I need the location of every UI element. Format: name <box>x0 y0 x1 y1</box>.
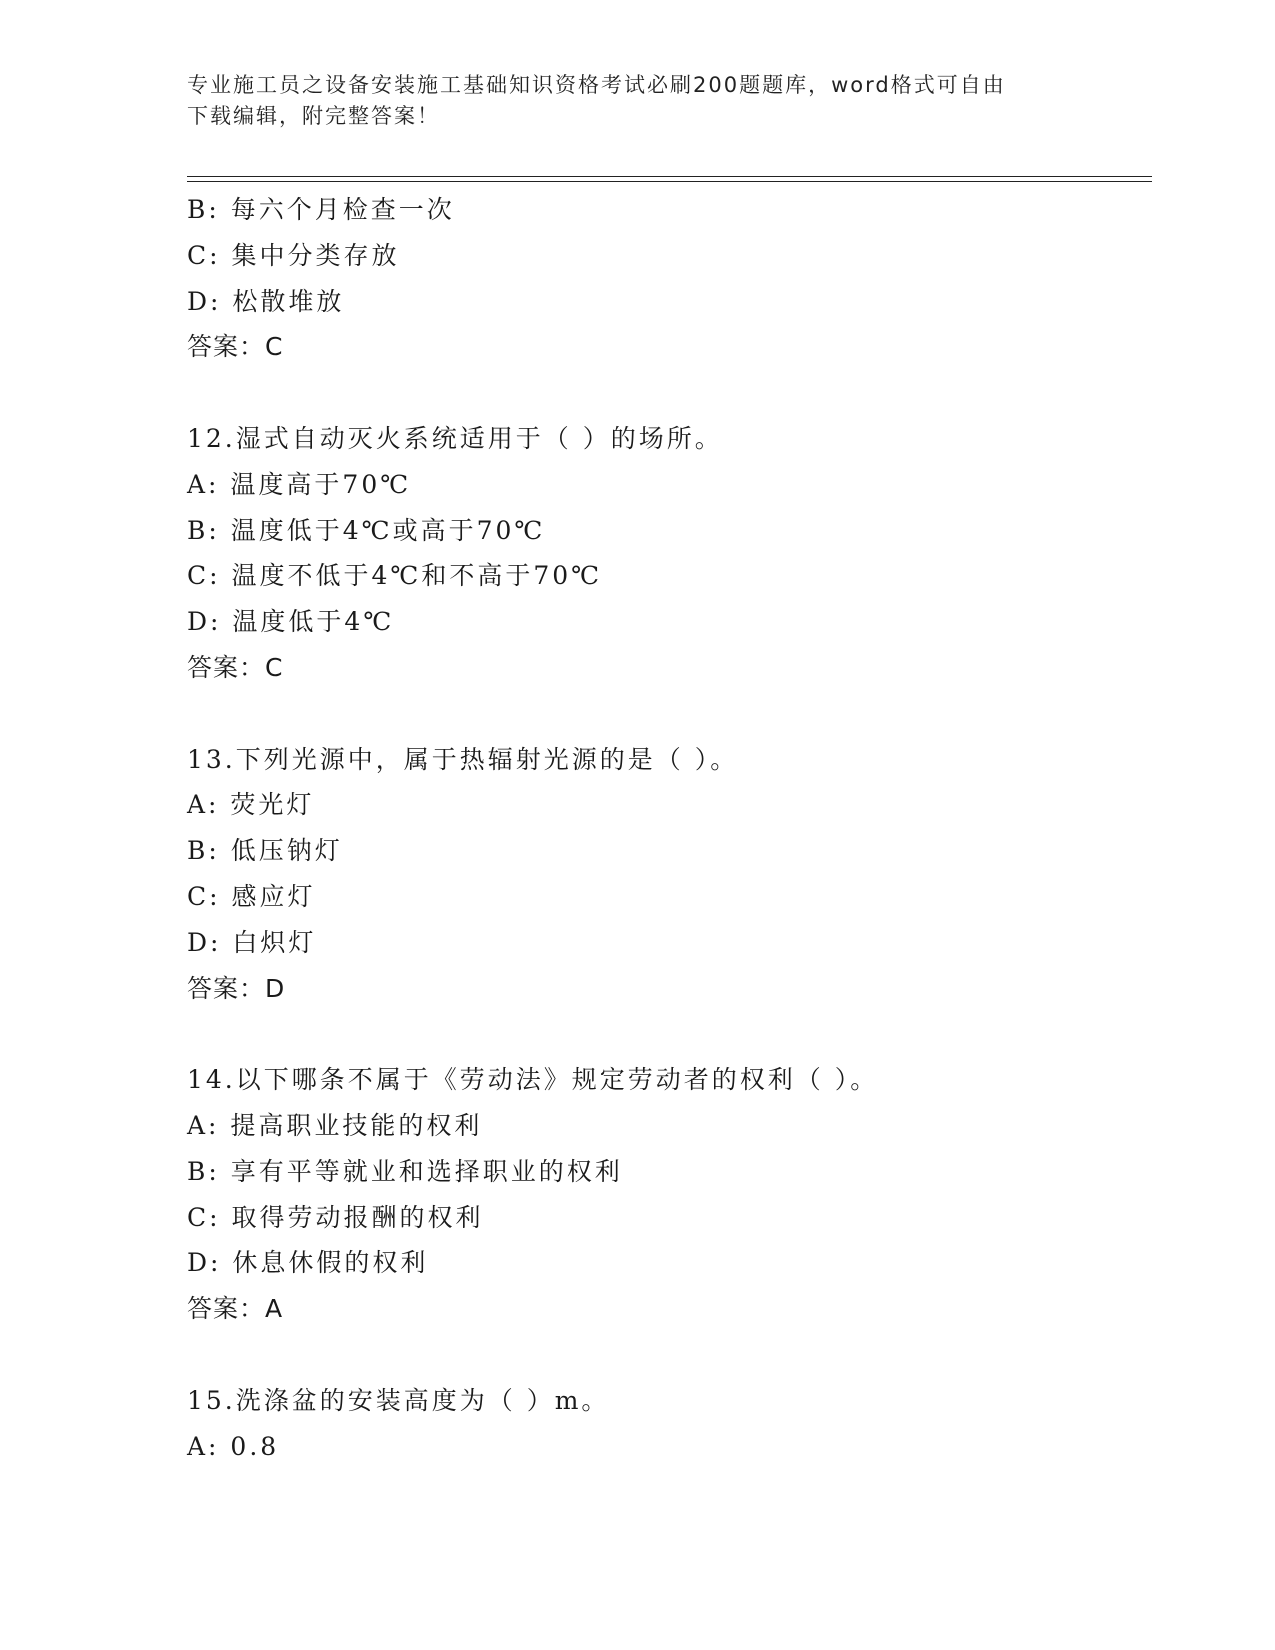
answer: 答案：C <box>187 652 284 682</box>
option-b: B: 低压钠灯 <box>187 836 343 866</box>
spacer <box>187 1332 1152 1378</box>
option-a: A: 提高职业技能的权利 <box>187 1110 483 1140</box>
question-stem: 14.以下哪条不属于《劳动法》规定劳动者的权利（ ）。 <box>187 1065 879 1095</box>
question-13 <box>187 737 1152 1012</box>
option-b: B: 每六个月检查一次 <box>187 195 455 224</box>
option-b: B: 享有平等就业和选择职业的权利 <box>187 1156 623 1186</box>
answer: 答案：D <box>187 973 286 1003</box>
header-divider-top <box>187 176 1152 177</box>
option-d: D: 休息休假的权利 <box>187 1248 429 1278</box>
option-d: D: 温度低于4℃ <box>187 607 395 637</box>
question-stem: 13.下列光源中，属于热辐射光源的是（ ）。 <box>187 744 739 774</box>
option-a: A: 荧光灯 <box>187 790 315 820</box>
question-stem: 15.洗涤盆的安装高度为（ ）m。 <box>187 1385 610 1415</box>
header-line-2: 下载编辑，附完整答案！ <box>187 104 440 128</box>
question-15 <box>187 1378 1152 1470</box>
document-header <box>187 70 1067 132</box>
spacer <box>187 370 1152 416</box>
option-c: C: 温度不低于4℃和不高于70℃ <box>187 561 603 591</box>
answer: 答案：C <box>187 332 284 362</box>
header-line-1: 专业施工员之设备安装施工基础知识资格考试必刷200题题库，word格式可自由 <box>187 73 1006 97</box>
option-a: A: 0.8 <box>187 1431 280 1461</box>
question-11-continued <box>187 187 1152 370</box>
question-12 <box>187 416 1152 691</box>
option-a: A: 温度高于70℃ <box>187 469 412 499</box>
question-list <box>187 187 1152 1469</box>
answer: 答案：A <box>187 1294 284 1324</box>
spacer <box>187 1011 1152 1057</box>
option-d: D: 白炽灯 <box>187 927 317 957</box>
option-b: B: 温度低于4℃或高于70℃ <box>187 515 546 545</box>
header-divider-bottom <box>187 181 1152 182</box>
option-d: D: 松散堆放 <box>187 286 345 316</box>
option-c: C: 集中分类存放 <box>187 240 400 270</box>
question-stem: 12.湿式自动灭火系统适用于（ ）的场所。 <box>187 423 723 453</box>
option-c: C: 感应灯 <box>187 881 316 911</box>
question-14 <box>187 1057 1152 1332</box>
option-c: C: 取得劳动报酬的权利 <box>187 1202 484 1232</box>
spacer <box>187 691 1152 737</box>
